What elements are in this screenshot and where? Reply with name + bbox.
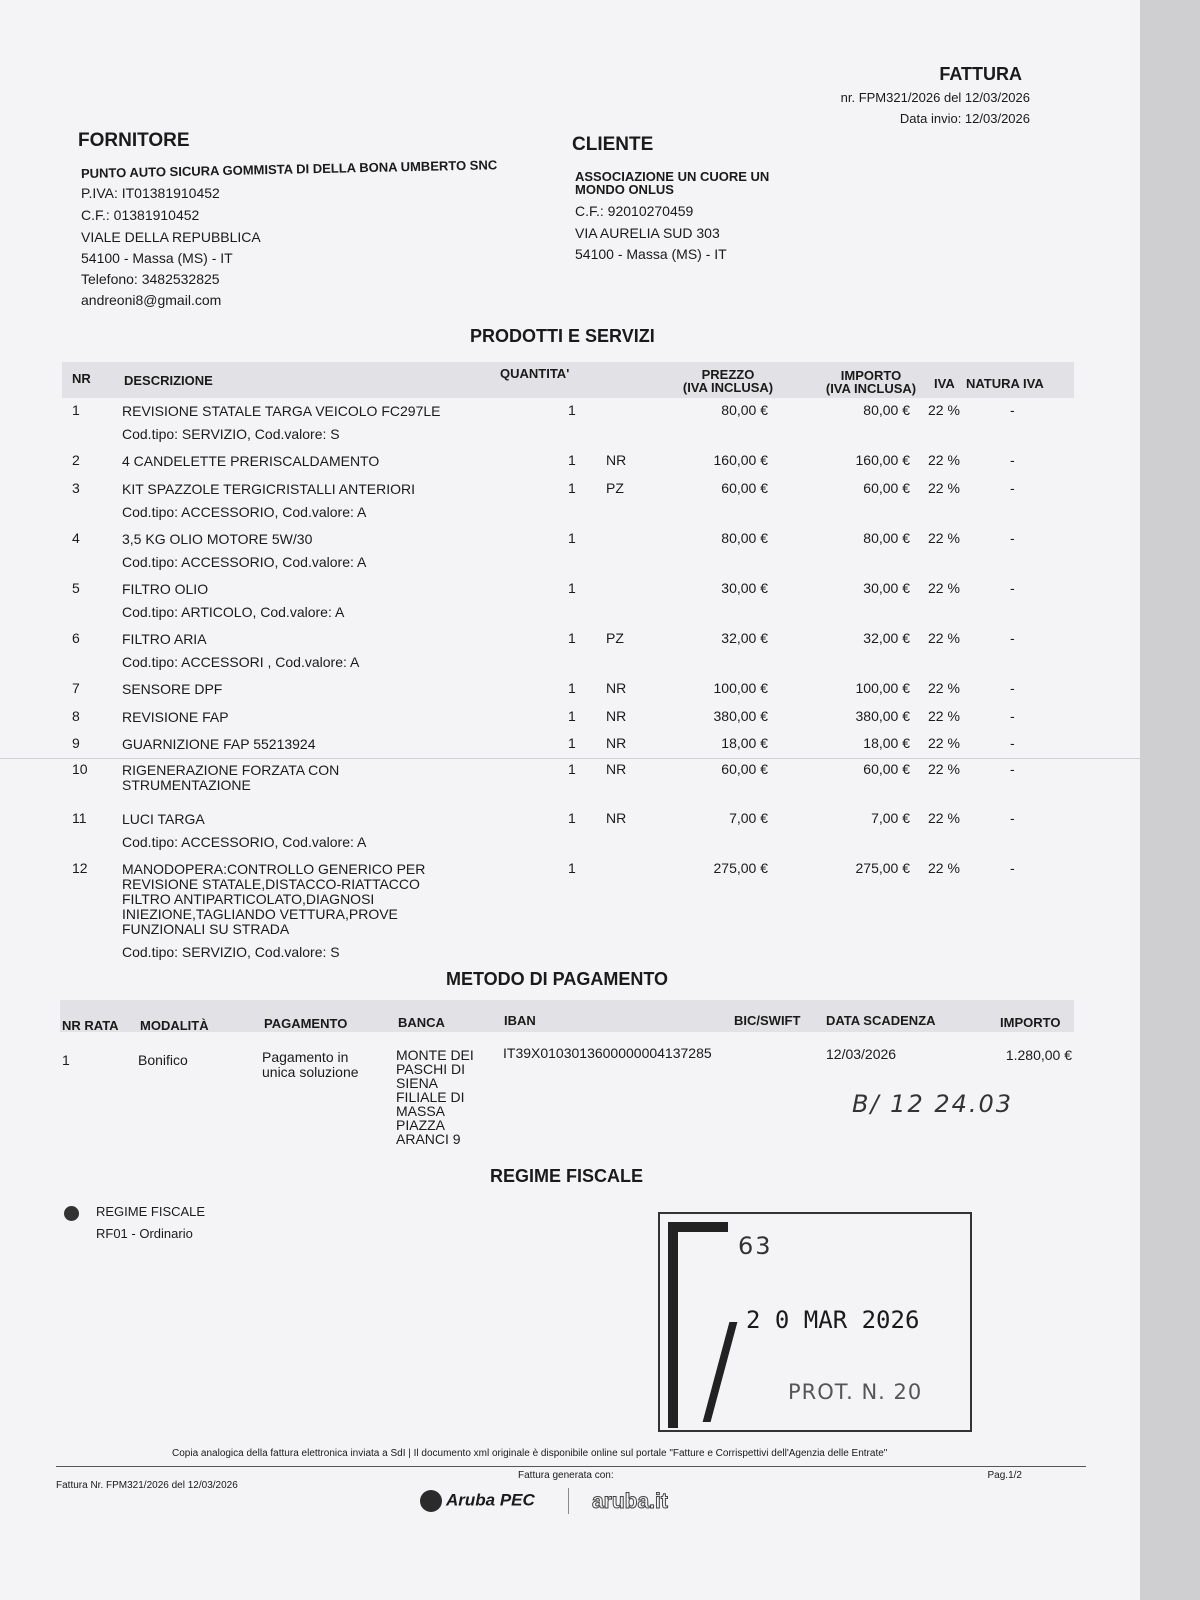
- row-amount: 18,00 €: [863, 735, 910, 751]
- stamp-letter-r-icon: [668, 1222, 728, 1428]
- row-unit: NR: [606, 761, 627, 777]
- client-city: 54100 - Massa (MS) - IT: [575, 246, 727, 262]
- row-price: 80,00 €: [721, 530, 768, 546]
- row-quantity: 1: [568, 735, 576, 751]
- row-code-type: Cod.tipo: ACCESSORIO, Cod.valore: A: [122, 834, 367, 850]
- row-quantity: 1: [568, 630, 576, 646]
- pay-row-nr: 1: [62, 1052, 70, 1068]
- row-price: 32,00 €: [721, 630, 768, 646]
- products-title: PRODOTTI E SERVIZI: [470, 326, 655, 346]
- row-nr: 6: [72, 630, 80, 646]
- row-unit: PZ: [606, 480, 624, 496]
- row-price: 160,00 €: [713, 452, 768, 468]
- row-description: GUARNIZIONE FAP 55213924: [122, 736, 316, 752]
- bullet-icon: [64, 1206, 79, 1221]
- row-code-type: Cod.tipo: SERVIZIO, Cod.valore: S: [122, 426, 340, 442]
- row-nature: -: [1010, 630, 1015, 646]
- row-amount: 60,00 €: [863, 761, 910, 777]
- row-quantity: 1: [568, 580, 576, 596]
- row-amount: 7,00 €: [871, 810, 910, 826]
- stamp-number: 63: [738, 1232, 773, 1260]
- row-price: 80,00 €: [721, 402, 768, 418]
- row-nr: 7: [72, 680, 80, 696]
- aruba-it-logo: aruba.it: [592, 1490, 668, 1513]
- row-nature: -: [1010, 452, 1015, 468]
- footer-note: Copia analogica della fattura elettronica inviata a SdI | Il documento xml originale è disponibile online sul portale "Fatture e Corrispettivi dell'Agenzia delle Entrate": [172, 1448, 888, 1459]
- client-cf: C.F.: 92010270459: [575, 203, 694, 219]
- col-nature: NATURA IVA: [966, 376, 1044, 391]
- row-amount: 80,00 €: [863, 530, 910, 546]
- row-price: 380,00 €: [713, 708, 768, 724]
- row-iva: 22 %: [928, 402, 960, 418]
- row-description: REVISIONE STATALE TARGA VEICOLO FC297LE: [122, 403, 441, 419]
- logo-divider: [568, 1488, 569, 1514]
- row-price: 60,00 €: [721, 480, 768, 496]
- row-quantity: 1: [568, 680, 576, 696]
- row-unit: NR: [606, 452, 627, 468]
- footer-invoice-ref: Fattura Nr. FPM321/2026 del 12/03/2026: [56, 1480, 238, 1491]
- row-code-type: Cod.tipo: ARTICOLO, Cod.valore: A: [122, 604, 345, 620]
- row-description: FILTRO OLIO: [122, 581, 209, 597]
- row-price: 60,00 €: [721, 761, 768, 777]
- row-code-type: Cod.tipo: ACCESSORIO, Cod.valore: A: [122, 504, 367, 520]
- pay-row-due: 12/03/2026: [826, 1046, 897, 1062]
- row-quantity: 1: [568, 860, 576, 876]
- row-iva: 22 %: [928, 630, 960, 646]
- row-quantity: 1: [568, 708, 576, 724]
- row-amount: 380,00 €: [855, 708, 910, 724]
- pay-col-amount: IMPORTO: [1000, 1015, 1061, 1030]
- pay-col-bic: BIC/SWIFT: [734, 1013, 801, 1028]
- page-number: Pag.1/2: [987, 1470, 1022, 1481]
- row-code-type: Cod.tipo: SERVIZIO, Cod.valore: S: [122, 944, 340, 960]
- row-iva: 22 %: [928, 680, 960, 696]
- supplier-name: PUNTO AUTO SICURA GOMMISTA DI DELLA BONA UMBERTO SNC: [80, 157, 498, 181]
- row-code-type: Cod.tipo: ACCESSORIO, Cod.valore: A: [122, 554, 367, 570]
- col-description: DESCRIZIONE: [124, 373, 213, 388]
- row-nature: -: [1010, 480, 1015, 496]
- row-iva: 22 %: [928, 580, 960, 596]
- row-iva: 22 %: [928, 810, 960, 826]
- row-nature: -: [1010, 680, 1015, 696]
- tax-value: RF01 - Ordinario: [96, 1226, 193, 1241]
- row-nature: -: [1010, 860, 1015, 876]
- row-iva: 22 %: [928, 480, 960, 496]
- row-description: LUCI TARGA: [122, 811, 205, 827]
- row-price: 100,00 €: [713, 680, 768, 696]
- row-nature: -: [1010, 735, 1015, 751]
- col-iva: IVA: [934, 376, 955, 391]
- row-amount: 160,00 €: [855, 452, 910, 468]
- row-nature: -: [1010, 402, 1015, 418]
- row-iva: 22 %: [928, 708, 960, 724]
- row-nature: -: [1010, 761, 1015, 777]
- pay-col-mode: MODALITÀ: [140, 1018, 209, 1033]
- stamp-date: 2 0 MAR 2026: [746, 1306, 920, 1334]
- pay-col-nr: NR RATA: [62, 1018, 119, 1033]
- row-nr: 8: [72, 708, 80, 724]
- row-nr: 3: [72, 480, 80, 496]
- row-description: KIT SPAZZOLE TERGICRISTALLI ANTERIORI: [122, 481, 416, 497]
- row-nature: -: [1010, 810, 1015, 826]
- row-nr: 12: [72, 860, 88, 876]
- row-quantity: 1: [568, 810, 576, 826]
- invoice-number: nr. FPM321/2026 del 12/03/2026: [840, 90, 1030, 105]
- row-iva: 22 %: [928, 860, 960, 876]
- row-unit: PZ: [606, 630, 624, 646]
- row-quantity: 1: [568, 761, 576, 777]
- pay-row-payment: Pagamento in unica soluzione: [262, 1049, 359, 1080]
- row-nature: -: [1010, 708, 1015, 724]
- supplier-email: andreoni8@gmail.com: [81, 292, 222, 308]
- row-description: RIGENERAZIONE FORZATA CON STRUMENTAZIONE: [122, 762, 340, 793]
- row-nr: 9: [72, 735, 80, 751]
- col-nr: NR: [72, 371, 91, 386]
- payment-title: METODO DI PAGAMENTO: [446, 969, 669, 989]
- row-quantity: 1: [568, 402, 576, 418]
- row-description: FILTRO ARIA: [122, 631, 207, 647]
- row-amount: 32,00 €: [863, 630, 910, 646]
- row-nr: 1: [72, 402, 80, 418]
- col-quantity: QUANTITA': [500, 366, 570, 381]
- row-iva: 22 %: [928, 761, 960, 777]
- row-description: 4 CANDELETTE PRERISCALDAMENTO: [122, 453, 380, 469]
- col-amount: IMPORTO (IVA INCLUSA): [825, 368, 917, 396]
- row-price: 7,00 €: [729, 810, 768, 826]
- stamp-prot: PROT. N. 20: [788, 1380, 923, 1404]
- row-description: SENSORE DPF: [122, 681, 223, 697]
- pay-col-iban: IBAN: [504, 1013, 536, 1028]
- paper-fold: [0, 758, 1140, 759]
- col-price: PREZZO (IVA INCLUSA): [682, 367, 774, 395]
- send-date: Data invio: 12/03/2026: [899, 111, 1030, 126]
- row-quantity: 1: [568, 452, 576, 468]
- pay-col-bank: BANCA: [398, 1015, 445, 1030]
- pay-col-due: DATA SCADENZA: [826, 1013, 936, 1028]
- row-nr: 2: [72, 452, 80, 468]
- row-unit: NR: [606, 680, 627, 696]
- row-amount: 80,00 €: [863, 402, 910, 418]
- row-nr: 10: [72, 761, 88, 777]
- row-code-type: Cod.tipo: ACCESSORI , Cod.valore: A: [122, 654, 360, 670]
- client-label: CLIENTE: [572, 134, 654, 155]
- row-price: 30,00 €: [721, 580, 768, 596]
- aruba-logo-icon: [420, 1490, 442, 1512]
- row-description: 3,5 KG OLIO MOTORE 5W/30: [122, 531, 313, 547]
- row-quantity: 1: [568, 480, 576, 496]
- pay-row-mode: Bonifico: [138, 1052, 188, 1068]
- client-name: ASSOCIAZIONE UN CUORE UN MONDO ONLUS: [575, 169, 770, 197]
- row-description: REVISIONE FAP: [122, 709, 229, 725]
- row-nr: 5: [72, 580, 80, 596]
- supplier-piva: P.IVA: IT01381910452: [81, 185, 220, 201]
- handwritten-note: B/ 12 24.03: [852, 1090, 1014, 1118]
- footer-generated: Fattura generata con:: [518, 1470, 614, 1481]
- document-type: FATTURA: [939, 64, 1022, 84]
- pay-row-amount: 1.280,00 €: [1005, 1047, 1072, 1063]
- row-amount: 100,00 €: [855, 680, 910, 696]
- row-nature: -: [1010, 580, 1015, 596]
- aruba-pec-logo: Aruba PEC: [420, 1490, 535, 1512]
- row-amount: 30,00 €: [863, 580, 910, 596]
- supplier-city: 54100 - Massa (MS) - IT: [81, 250, 233, 266]
- supplier-cf: C.F.: 01381910452: [81, 207, 200, 223]
- row-iva: 22 %: [928, 735, 960, 751]
- tax-label: REGIME FISCALE: [96, 1204, 206, 1219]
- reception-stamp: [658, 1212, 972, 1432]
- row-unit: NR: [606, 810, 627, 826]
- row-price: 275,00 €: [713, 860, 768, 876]
- row-description: MANODOPERA:CONTROLLO GENERICO PER REVISIONE STATALE,DISTACCO-RIATTACCO FILTRO ANTIPARTICOLATO,DIAGNOSI INIEZIONE,TAGLIANDO VETTURA,PROVE FUNZIONALI SU STRADA: [122, 861, 426, 937]
- row-nr: 11: [72, 810, 87, 826]
- row-nature: -: [1010, 530, 1015, 546]
- footer-rule: [56, 1466, 1086, 1467]
- pay-col-payment: PAGAMENTO: [264, 1016, 348, 1031]
- row-unit: NR: [606, 708, 627, 724]
- row-amount: 275,00 €: [855, 860, 910, 876]
- row-iva: 22 %: [928, 530, 960, 546]
- supplier-label: FORNITORE: [78, 130, 190, 151]
- client-address: VIA AURELIA SUD 303: [575, 225, 720, 241]
- row-iva: 22 %: [928, 452, 960, 468]
- row-nr: 4: [72, 530, 80, 546]
- pay-row-iban: IT39X0103013600000004137285: [503, 1045, 712, 1061]
- supplier-address: VIALE DELLA REPUBBLICA: [81, 229, 261, 245]
- row-amount: 60,00 €: [863, 480, 910, 496]
- tax-title: REGIME FISCALE: [490, 1166, 644, 1186]
- supplier-phone: Telefono: 3482532825: [81, 271, 220, 287]
- row-price: 18,00 €: [721, 735, 768, 751]
- pay-row-bank: MONTE DEI PASCHI DI SIENA FILIALE DI MASSA PIAZZA ARANCI 9: [396, 1047, 474, 1147]
- row-unit: NR: [606, 735, 627, 751]
- row-quantity: 1: [568, 530, 576, 546]
